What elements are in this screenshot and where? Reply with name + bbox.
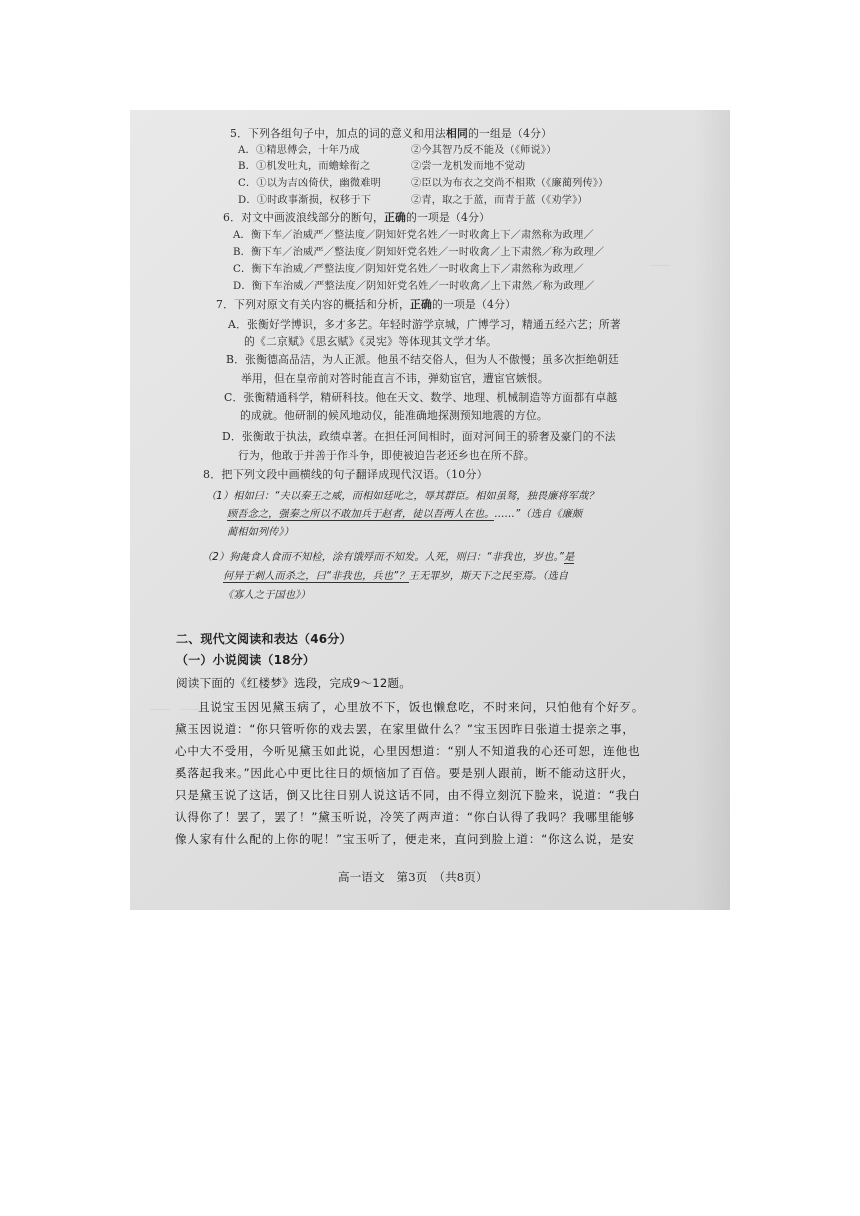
q6-option-c: C．衡下车治威／严整法度／阴知奸党名姓／一时收禽上下／肃然称为政理／	[233, 264, 584, 275]
q5-option-d-right: ②青，取之于蓝，而青于蓝（《劝学》）	[411, 195, 588, 206]
q7-option-b-line1: B．张衡德高品洁，为人正派。他虽不结交俗人，但为人不傲慢；虽多次拒绝朝廷	[226, 353, 620, 366]
q7-stem-text: 7．下列对原文有关内容的概括和分析，	[216, 298, 411, 311]
q6-option-a: A．衡下车／治威严／整法度／阴知奸党名姓／一时收禽上下／肃然称为政理／	[233, 230, 594, 241]
q8-passage2-source-start: 王无罪岁，斯天下之民至焉。（选自	[408, 571, 569, 582]
section2-title: 二、现代文阅读和表达（46分）	[176, 632, 352, 646]
q8-passage1-line1: （1）相如曰：“夫以秦王之威，而相如廷叱之，辱其群臣。相如虽驽，独畏廉将军哉？	[206, 491, 599, 502]
q5-option-a-left: A．①精思傅会，十年乃成	[238, 145, 360, 156]
q6-stem-emphasis: 正确	[384, 211, 407, 224]
q5-option-d-left: D．①时政事渐损，权移于下	[238, 195, 372, 206]
q7-option-a-line1: A．张衡好学博识，多才多艺。年轻时游学京城，广博学习，精通五经六艺；所著	[228, 318, 621, 331]
q7-option-d-line2: 行为，他敢于并善于作斗争，即使被迫告老还乡也在所不辞。	[238, 449, 535, 462]
q7-stem-points: 的一项是（4分）	[432, 298, 517, 311]
q6-option-b: B．衡下车／治威严／整法度／阴知奸党名姓／一时收禽／上下肃然／称为政理／	[233, 247, 605, 258]
q5-option-c-left: C．①以为吉凶倚伏，幽微难明	[238, 178, 382, 189]
q6-option-d: D．衡下车治威／严整法度／阴知奸党名姓／一时收禽／上下肃然／称为政理／	[233, 281, 595, 292]
q8-passage2-line3: 《寡人之于国也》）	[223, 590, 311, 601]
passage-line-6: 认得你了！罢了，罢了！”黛玉听说，冷笑了两声道：“你白认得了我吗？我哪里能够	[175, 810, 635, 824]
section2-intro: 阅读下面的《红楼梦》选段，完成9～12题。	[176, 676, 412, 690]
q5-stem-emphasis: 相同	[446, 127, 469, 140]
q5-option-c-right: ②臣以为布衣之交尚不相欺（《廉蔺列传》）	[411, 178, 609, 189]
q5-stem-points: 的一组是（4分）	[468, 127, 553, 140]
q5-option-b-left: B．①机发吐丸，而蟾蜍衔之	[238, 161, 371, 172]
passage-line-2: 黛玉因说道：“你只管听你的戏去罢，在家里做什么？”宝玉因昨日张道士提亲之事，	[175, 722, 635, 736]
q8-stem: 8．把下列文段中画横线的句子翻译成现代汉语。（10分）	[203, 468, 488, 481]
q5-stem	[230, 127, 552, 141]
q7-option-c-line1: C．张衡精通科学，精研科技。他在天文、数学、地理、机械制造等方面都有卓越	[224, 391, 618, 404]
q6-stem-points: 的一项是（4分）	[406, 211, 491, 224]
page-content	[130, 110, 730, 910]
q8-passage1-line2	[227, 508, 582, 522]
exam-page	[130, 110, 730, 910]
q6-stem	[223, 211, 490, 225]
q8-passage2-underlined: 何异于刺人而杀之，曰“非我也，兵也”？	[223, 571, 409, 582]
q5-option-b-right: ②尝一龙机发而地不觉动	[411, 161, 526, 172]
q8-passage2-text: （2）狗彘食人食而不知检，涂有饿殍而不知发。人死，则曰：“非我也，岁也。”	[202, 552, 565, 563]
passage-line-1: 且说宝玉因见黛玉病了，心里放不下，饭也懒怠吃，不时来问，只怕他有个好歹。	[198, 700, 645, 714]
bleed-through-mark: —— ——	[150, 704, 200, 715]
passage-line-4: 奚落起我来。”因此心中更比往日的烦恼加了百倍。要是别人跟前，断不能动这肝火，	[175, 766, 635, 780]
bleed-through-mark: ——	[650, 260, 670, 271]
page-footer: 高一语文 第3页 （共8页）	[338, 870, 488, 884]
q6-stem-text: 6．对文中画波浪线部分的断句，	[223, 211, 385, 224]
q5-option-a-right: ②今其智乃反不能及（《师说》）	[411, 145, 557, 156]
q7-option-a-line2: 的《二京赋》《思玄赋》《灵宪》等体现其文学才华。	[244, 335, 498, 348]
q7-stem	[216, 298, 516, 312]
q8-passage2-line2	[223, 570, 568, 584]
passage-line-5: 只是黛玉说了这话，倒又比往日别人说这话不同，由不得立刻沉下脸来，说道：“我白	[175, 788, 641, 802]
q5-stem-text: 5．下列各组句子中，加点的词的意义和用法	[230, 127, 447, 140]
section2-subtitle: （一）小说阅读（18分）	[176, 653, 316, 667]
q8-passage1-source-start: ……”（选自《廉颇	[494, 509, 583, 520]
passage-line-7: 像人家有什么配的上你的呢！”宝玉听了，便走来，直问到脸上道：“你这么说，是安	[175, 832, 635, 846]
q7-stem-emphasis: 正确	[410, 298, 433, 311]
q8-passage2-underlined-start: 是	[564, 552, 575, 563]
q8-passage1-underlined: 顾吾念之，强秦之所以不敢加兵于赵者，徒以吾两人在也。	[227, 509, 495, 520]
passage-line-3: 心中大不受用，今听见黛玉如此说，心里因想道：“别人不知道我的心还可恕，连他也	[175, 744, 641, 758]
q7-option-c-line2: 的成就。他研制的候风地动仪，能准确地探测预知地震的方位。	[240, 409, 548, 422]
q8-passage1-line3: 蔺相如列传》）	[227, 527, 294, 538]
q7-option-d-line1: D．张衡敢于执法，政绩卓著。在担任河间相时，面对河间王的骄奢及豪门的不法	[222, 430, 616, 443]
q8-passage2-line1	[202, 551, 574, 565]
q7-option-b-line2: 举用，但在皇帝前对答时能直言不讳，弹劾宦官，遭宦官嫉恨。	[241, 372, 549, 385]
